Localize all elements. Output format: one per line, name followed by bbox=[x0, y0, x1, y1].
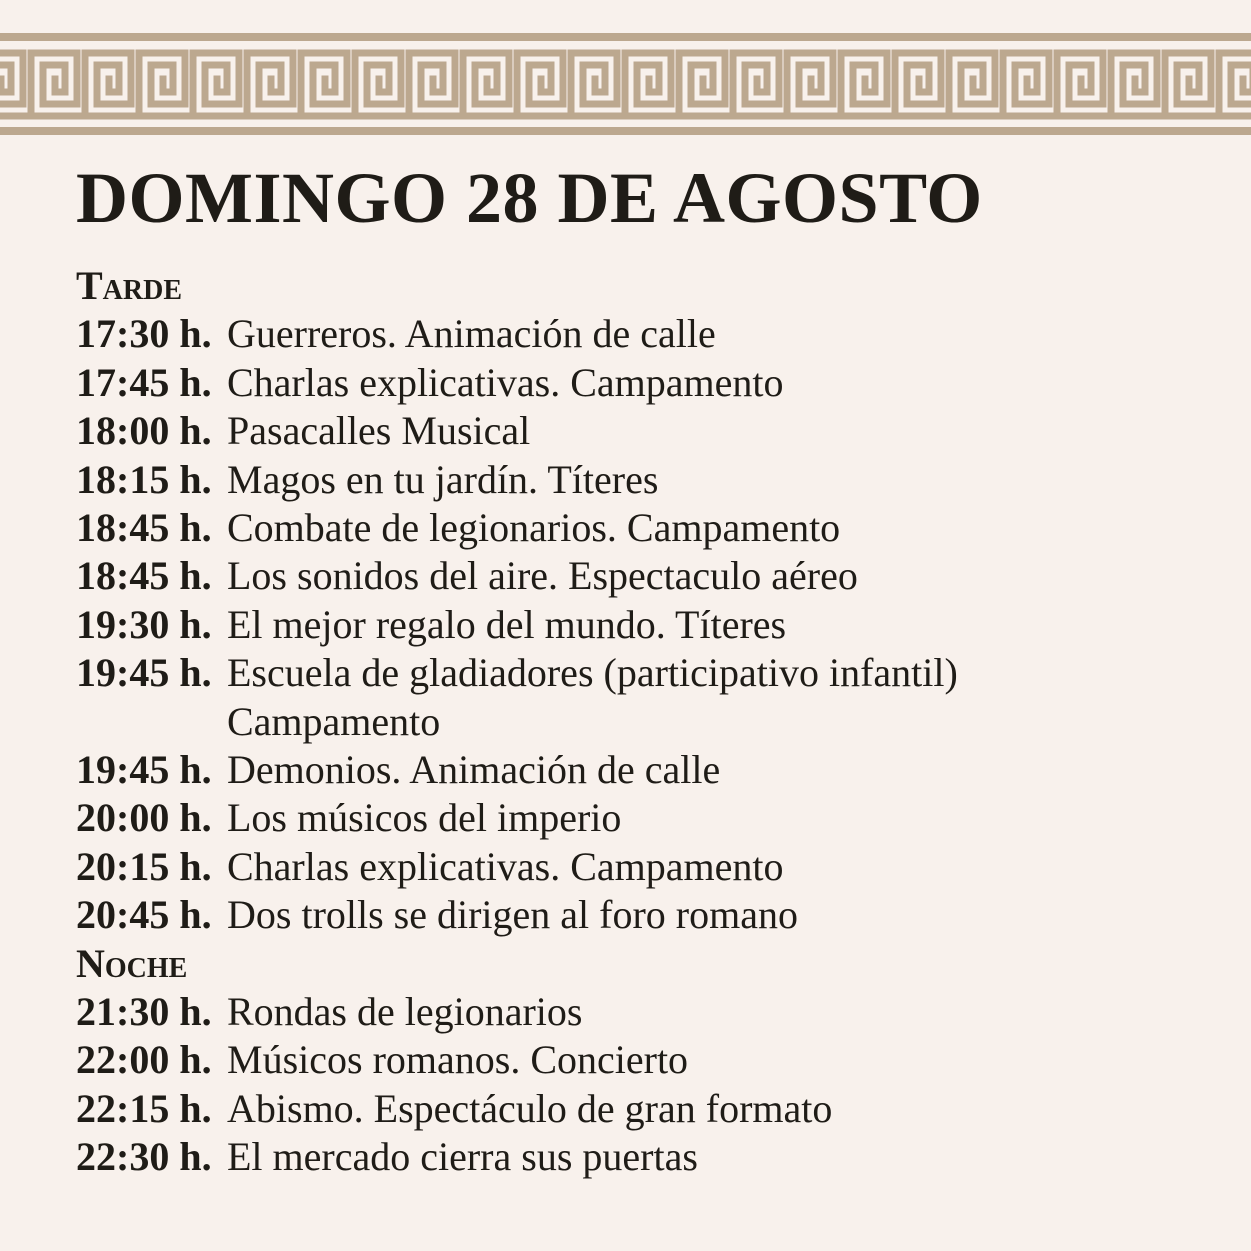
event-time: 22:15 h. bbox=[76, 1085, 212, 1131]
event-description: Demonios. Animación de calle bbox=[227, 747, 721, 793]
event-time: 22:30 h. bbox=[76, 1134, 212, 1180]
event-time: 20:15 h. bbox=[76, 843, 212, 889]
event-time: 20:45 h. bbox=[76, 892, 212, 938]
schedule-row bbox=[76, 988, 1216, 1036]
event-description: Dos trolls se dirigen al foro romano bbox=[227, 892, 798, 938]
event-description: Charlas explicativas. Campamento bbox=[227, 359, 784, 405]
schedule-row bbox=[76, 552, 1216, 600]
event-time: 17:45 h. bbox=[76, 359, 212, 405]
event-description: Escuela de gladiadores (participativo infantil) Campamento bbox=[227, 650, 958, 744]
event-time: 18:45 h. bbox=[76, 505, 212, 551]
schedule-row bbox=[76, 843, 1216, 891]
schedule-row bbox=[76, 310, 1216, 358]
schedule-row bbox=[76, 1085, 1216, 1133]
page-title: DOMINGO 28 DE AGOSTO bbox=[76, 158, 983, 238]
event-description: Rondas de legionarios bbox=[227, 989, 583, 1035]
event-description: Magos en tu jardín. Títeres bbox=[227, 456, 659, 502]
event-time: 19:30 h. bbox=[76, 601, 212, 647]
schedule-row bbox=[76, 504, 1216, 552]
event-time: 17:30 h. bbox=[76, 311, 212, 357]
event-time: 18:45 h. bbox=[76, 553, 212, 599]
schedule-row bbox=[76, 456, 1216, 504]
schedule-row bbox=[76, 794, 1216, 842]
event-description: El mercado cierra sus puertas bbox=[227, 1134, 698, 1180]
schedule bbox=[76, 262, 1216, 1182]
event-description: Músicos romanos. Concierto bbox=[227, 1037, 689, 1083]
schedule-row bbox=[76, 601, 1216, 649]
schedule-row bbox=[76, 746, 1216, 794]
event-description: El mejor regalo del mundo. Títeres bbox=[227, 601, 787, 647]
event-description: Guerreros. Animación de calle bbox=[227, 311, 716, 357]
schedule-row bbox=[76, 359, 1216, 407]
event-time: 20:00 h. bbox=[76, 795, 212, 841]
event-time: 18:00 h. bbox=[76, 408, 212, 454]
greek-key-border bbox=[0, 33, 1251, 135]
schedule-row bbox=[76, 891, 1216, 939]
section-heading-tarde: Tarde bbox=[76, 263, 183, 308]
event-description: Combate de legionarios. Campamento bbox=[227, 505, 841, 551]
schedule-row bbox=[76, 649, 1216, 746]
event-description: Abismo. Espectáculo de gran formato bbox=[227, 1085, 833, 1131]
event-description: Charlas explicativas. Campamento bbox=[227, 843, 784, 889]
schedule-row bbox=[76, 1133, 1216, 1181]
event-description: Los sonidos del aire. Espectaculo aéreo bbox=[227, 553, 858, 599]
schedule-row bbox=[76, 1036, 1216, 1084]
schedule-row bbox=[76, 407, 1216, 455]
event-time: 22:00 h. bbox=[76, 1037, 212, 1083]
event-time: 18:15 h. bbox=[76, 456, 212, 502]
section-heading-noche: Noche bbox=[76, 940, 188, 986]
event-time: 19:45 h. bbox=[76, 650, 212, 696]
event-description: Los músicos del imperio bbox=[227, 795, 622, 841]
event-time: 21:30 h. bbox=[76, 989, 212, 1035]
event-time: 19:45 h. bbox=[76, 747, 212, 793]
event-description: Pasacalles Musical bbox=[227, 408, 531, 454]
